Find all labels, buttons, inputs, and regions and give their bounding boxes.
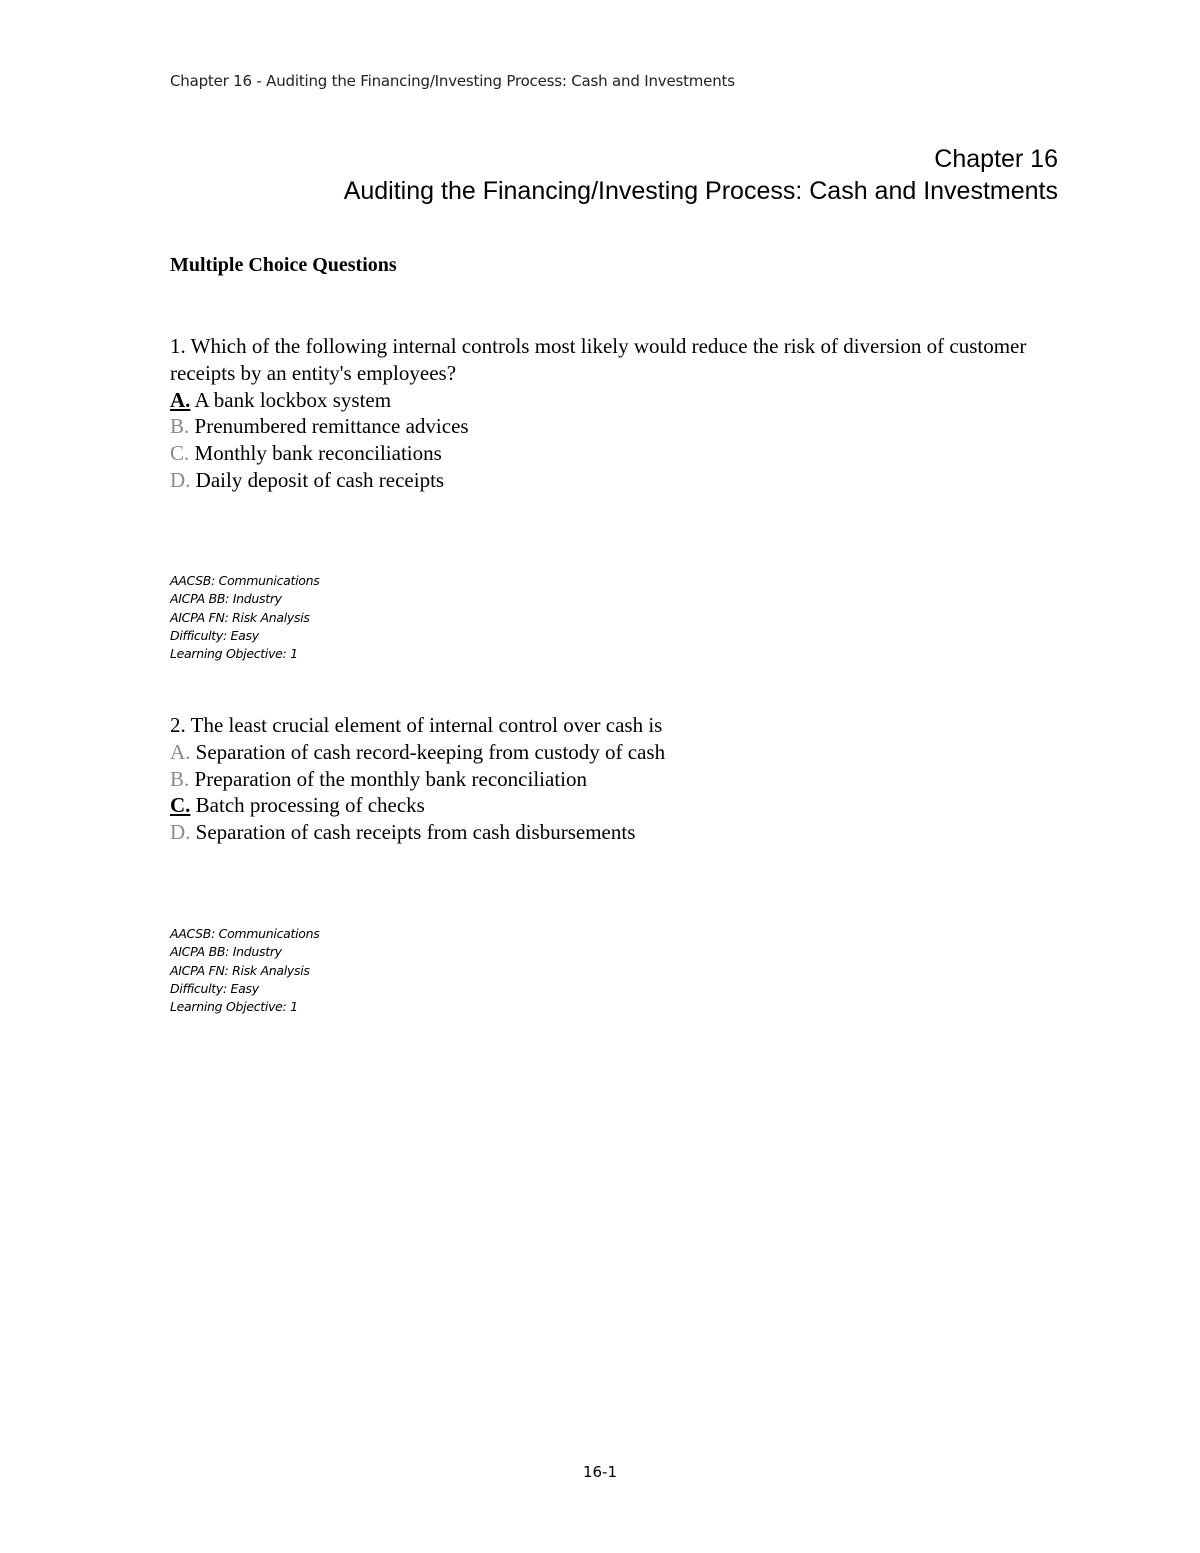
section-title: Multiple Choice Questions [170,254,397,276]
meta-aicpa-bb: AICPA BB: Industry [170,591,282,607]
answer-option-d [170,467,1070,494]
option-text: Prenumbered remittance advices [194,414,469,439]
running-header: Chapter 16 - Auditing the Financing/Investing Process: Cash and Investments [170,72,735,90]
chapter-heading [344,143,1058,207]
question-2-metadata [170,925,320,1016]
meta-aicpa-fn: AICPA FN: Risk Analysis [170,609,310,625]
option-text: Batch processing of checks [195,793,425,818]
question-stem: 1. Which of the following internal controls most likely would reduce the risk of diversion of customer receipts by an entity's employees? [170,334,1027,385]
meta-learning-objective: Learning Objective: 1 [170,646,298,662]
option-text: Monthly bank reconciliations [194,441,442,466]
option-text: Separation of cash record-keeping from custody of cash [195,739,666,764]
meta-aacsb: AACSB: Communications [170,573,320,588]
answer-option-c [170,440,1070,467]
page-number: 16-1 [582,1463,618,1481]
question-1 [170,333,1070,494]
option-letter: D. [170,820,191,845]
meta-aacsb: AACSB: Communications [170,926,320,941]
chapter-title: Auditing the Financing/Investing Process: Cash and Investments [343,177,1058,205]
answer-option-a [170,387,1070,414]
meta-aicpa-fn: AICPA FN: Risk Analysis [170,962,310,978]
option-letter: B. [170,766,190,791]
meta-difficulty: Difficulty: Easy [170,980,259,996]
option-letter: B. [170,414,190,439]
chapter-number: Chapter 16 [934,145,1058,173]
meta-learning-objective: Learning Objective: 1 [170,999,298,1015]
option-text: Daily deposit of cash receipts [195,467,445,492]
answer-option-d [170,819,1070,846]
option-text: A bank lockbox system [194,387,392,412]
meta-difficulty: Difficulty: Easy [170,627,259,643]
answer-option-c [170,792,1070,819]
option-letter: A. [170,739,191,764]
question-1-metadata [170,572,320,663]
option-letter: C. [170,441,190,466]
answer-option-b [170,413,1070,440]
correct-answer-letter: C. [170,793,191,818]
option-text: Separation of cash receipts from cash disbursements [195,820,636,845]
answer-option-b [170,766,1070,793]
answer-option-a [170,739,1070,766]
meta-aicpa-bb: AICPA BB: Industry [170,944,282,960]
correct-answer-letter: A. [170,387,191,412]
question-2 [170,712,1070,846]
option-letter: D. [170,467,191,492]
question-stem: 2. The least crucial element of internal control over cash is [170,713,663,737]
option-text: Preparation of the monthly bank reconciliation [194,766,587,791]
